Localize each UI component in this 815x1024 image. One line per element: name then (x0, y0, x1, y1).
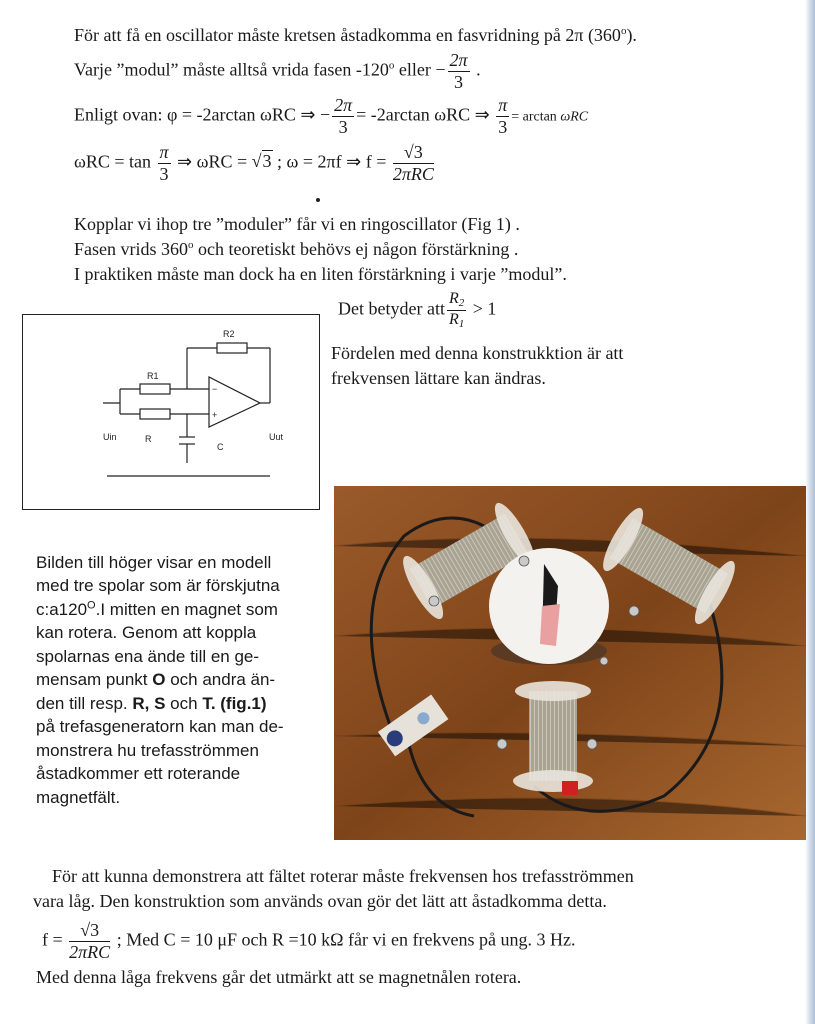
ring-line-3: I praktiken måste man dock ha en liten förstärkning i varje ”modul”. (74, 264, 567, 284)
advantage-line-2: frekvensen lättare kan ändras. (331, 368, 546, 388)
ring-line-1: Kopplar vi ihop tre ”moduler” får vi en ringoscillator (Fig 1) . (74, 214, 520, 234)
resistor-r2 (217, 343, 247, 353)
fraction-2pi-3: $\frac{2\pi}{3}$ (449, 50, 468, 92)
resistor-r1 (140, 384, 170, 394)
ring-line-2: Fasen vrids 360$^o$ och teoretiskt behövs ej någon förstärkning . (74, 239, 519, 259)
label-r2: R2 (223, 329, 235, 339)
label-r: R (145, 434, 152, 444)
low-freq-line-2: vara låg. Den konstruktion som används ovan gör det lätt att åstadkomma detta. (33, 891, 607, 911)
resistor-r (140, 409, 170, 419)
coil-model-illustration (334, 486, 806, 840)
circuit-diagram (22, 314, 320, 510)
side-text: Bilden till höger visar en modell med tre spolar som är förskjutna $c:a120^O.I$ mitten en magnet som kan rotera. Genom att koppla spolarnas ena ände till en ge- mensam punkt O och andra än- den till resp. R, S och T. (fig.1) på trefasgeneratorn kan man de- monstrera hu trefasströmmen åstadkommer ett roterande magnetfält. (36, 553, 284, 807)
low-freq-line-1: För att kunna demonstrera att fältet roterar måste frekvensen hos trefasströmmen (52, 866, 634, 886)
low-freq-line-4: Med denna låga frekvens går det utmärkt att se magnetnålen rotera. (36, 967, 522, 987)
intro-line-2: Varje ”modul” måste alltså vrida fasen -120$^o$ eller − $\frac{2\pi}{3}$ . (74, 50, 481, 92)
red-connector (562, 781, 578, 795)
equation-phase: Enligt ovan: φ = -2arctan ωRC ⇒ − $\frac{2\pi}{3}$ = -2arctan ωRC ⇒ $\frac{\pi}{3}$ = arctan ωRC (74, 95, 589, 137)
label-plus: + (212, 410, 218, 420)
coil-bottom (529, 691, 577, 781)
low-freq-formula: f = $\frac{√3}{\text{2πRC}}$ ; Med C = 10 μF och R =10 kΩ får vi en frekvens på ung. 3 Hz. (42, 920, 576, 962)
label-c: C (217, 442, 224, 452)
page-edge (805, 0, 815, 1024)
coil-model-photo (334, 486, 806, 840)
label-minus: − (212, 384, 218, 394)
label-uut: Uut (269, 432, 284, 442)
label-uin: Uin (103, 432, 117, 442)
stray-dot (316, 198, 320, 202)
equation-frequency: ωRC = tan $\frac{\pi}{3}$ ⇒ ωRC = √3 ; ω = 2πf ⇒ f = $\frac{√3}{\text{2πRC}}$ (74, 142, 434, 184)
label-r1: R1 (147, 371, 159, 381)
gain-condition: Det betyder att $\frac{R_2}{R_1}$ > 1 (338, 290, 497, 330)
intro-line-1: För att få en oscillator måste kretsen åstadkomma en fasvridning på 2π (360$^o$). (74, 25, 637, 45)
circuit-schematic (23, 315, 319, 509)
advantage-line-1: Fördelen med denna konstrukktion är att (331, 343, 624, 363)
